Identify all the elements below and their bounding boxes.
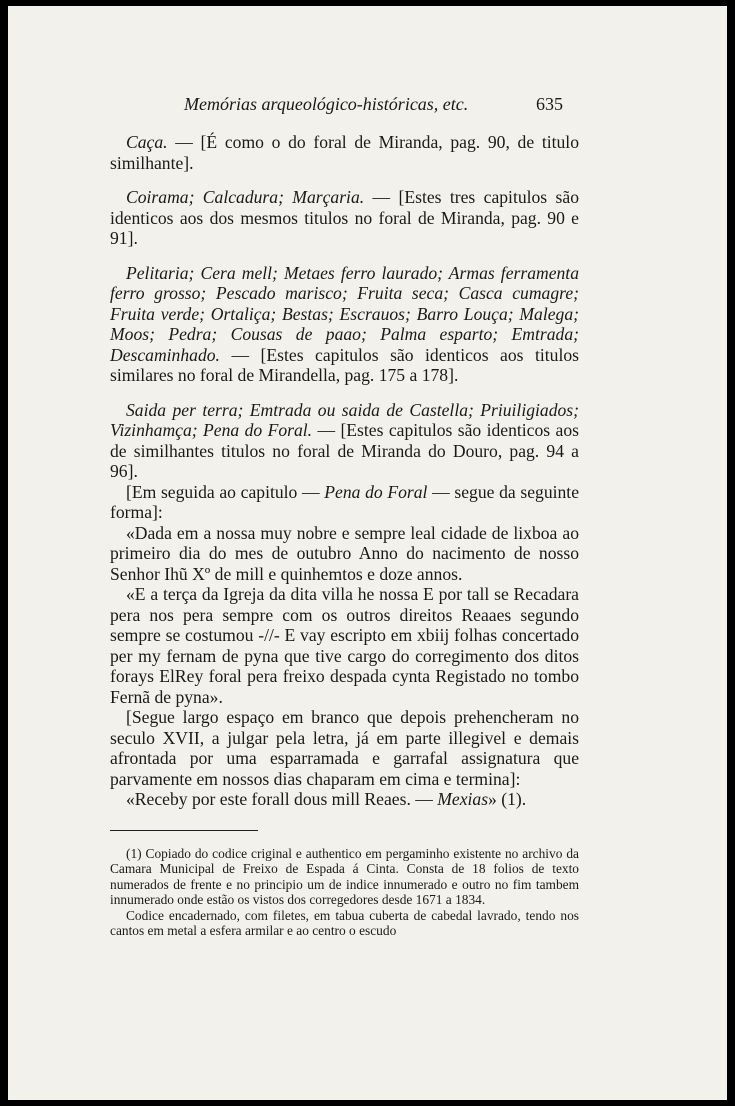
quote-dada: «Dada em a nossa muy nobre e sempre leal cidade de lixboa ao primeiro dia do mes de outubro Anno do nacimento de nosso Senhor Ihũ Xº de mill e quinhemtos e doze annos. xyxy=(110,522,579,584)
running-title: Memórias arqueológico-históricas, etc. xyxy=(184,94,469,114)
quote-terca: «E a terça da Igreja da dita villa he nossa E por tall se Recadara pera nos pera sempre com os outros direitos Reaaes segundo sempre se costumou -//- E vay escripto em xbiij folhas concertado per my fernam de pyna que tive cargo do corregimento dos ditos forays ElRey foral pera freixo despada cynta Registado no tombo Fernã de pyna». xyxy=(110,584,579,707)
paragraph-saida: Saida per terra; Emtrada ou saida de Castella; Priuiligiados; Vizinhamça; Pena do Foral. — [Estes capitulos são identicos aos de similhantes titulos no foral de Miranda do Douro, pag. 94 a 96]. xyxy=(110,399,579,481)
paragraph-seguida: [Em seguida ao capitulo — Pena do Foral — segue da seguinte forma]: xyxy=(110,481,580,522)
paragraph-pelitaria: Pelitaria; Cera mell; Metaes ferro laurado; Armas ferramenta ferro grosso; Pescado marisco; Fruita seca; Casca cumagre; Fruita verde; Ortaliça; Bestas; Escrauos; Barro Louça; Malega; Moos; Pedra; Cousas de paao; Palma esparto; Emtrada; Descaminhado. — [Estes capitulos são identicos aos titulos similares no foral de Mirandella, pag. 175 a 178]. xyxy=(110,262,579,385)
footnote-1: (1) Copiado do codice criginal e authentico em pergaminho existente no archivo da Camara Municipal de Freixo de Espada á Cinta. Consta de 18 folios de texto numerados de frente e no principio um de indice innumerado e outro no fim tambem innumerado onde estão os vistos dos corregedores desde 1671 a 1834. xyxy=(110,846,579,908)
paragraph-caca: Caça. — [É como o do foral de Miranda, pag. 90, de titulo similhante]. xyxy=(110,132,579,173)
footnote-rule xyxy=(110,830,258,831)
page-number: 635 xyxy=(536,94,563,114)
footnotes xyxy=(110,846,579,938)
quote-receby: «Receby por este forall dous mill Reaes. — Mexias» (1). xyxy=(126,789,527,809)
running-header xyxy=(8,94,727,120)
book-page xyxy=(8,6,727,1100)
main-text xyxy=(110,132,579,810)
paragraph-coirama: Coirama; Calcadura; Marçaria. — [Estes tres capitulos são identicos aos dos mesmos titulos no foral de Miranda, pag. 90 e 91]. xyxy=(110,187,579,248)
paragraph-segue: [Segue largo espaço em branco que depois prehencheram no seculo XVII, a julgar pela letra, já em parte illegivel e demais afrontada por uma esparramada e garrafal assignatura que parvamente em nossos dias chaparam em cima e termina]: xyxy=(110,707,579,789)
footnote-1-continued: Codice encadernado, com filetes, em tabua cuberta de cabedal lavrado, tendo nos cantos em metal a esfera armilar e ao centro o escudo xyxy=(110,907,579,939)
